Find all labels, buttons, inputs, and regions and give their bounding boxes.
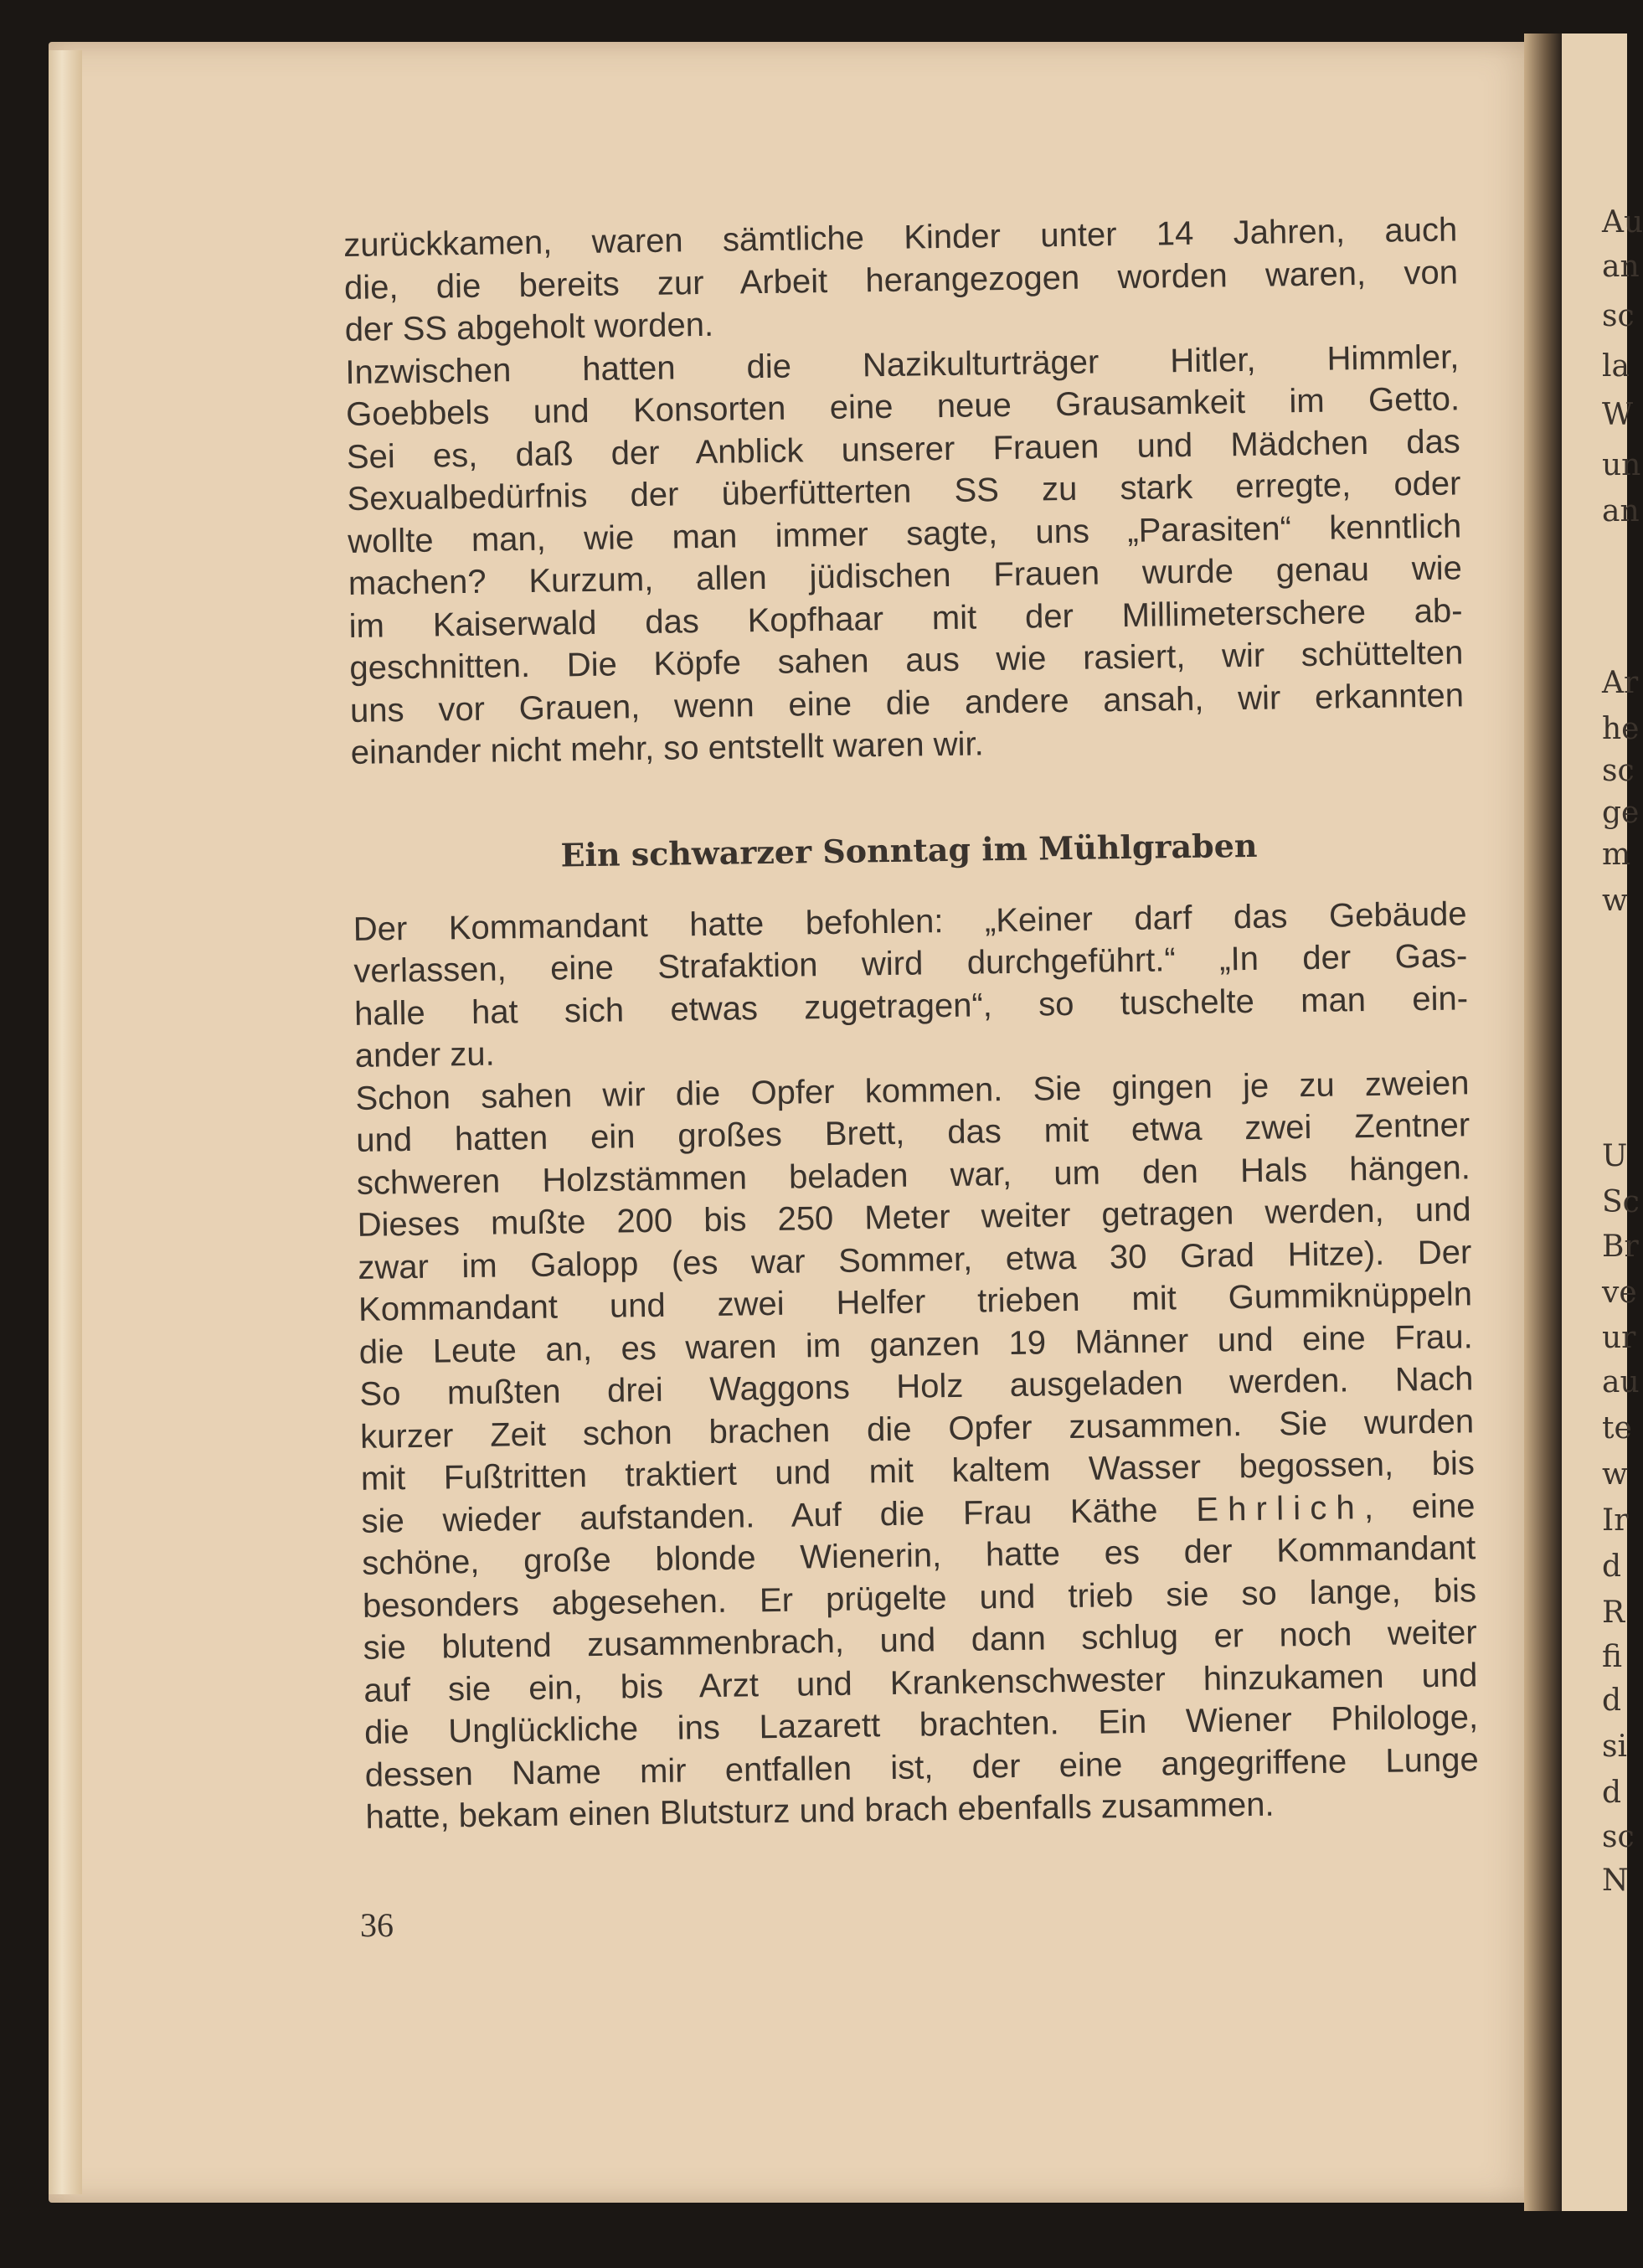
text-line: und hatten ein großes Brett, das mit etwa zwei Zentner: [355, 1106, 1470, 1159]
adjacent-page-fragment: he: [1602, 712, 1640, 746]
text-line: sie blutend zusammenbrach, und dann schlug er noch weiter: [363, 1614, 1477, 1667]
book-gutter: [1524, 34, 1562, 2211]
adjacent-page-fragment: ve: [1602, 1276, 1637, 1310]
text-line: der SS abgeholt worden.: [344, 306, 714, 348]
text-line: Kommandant und zwei Helfer trieben mit Gummiknüppeln: [358, 1276, 1473, 1328]
text-line: hatte, bekam einen Blutsturz und brach ebenfalls zusammen.: [365, 1786, 1275, 1836]
text-line: So mußten drei Waggons Holz ausgeladen werden. Nach: [359, 1360, 1474, 1413]
text-line: schöne, große blonde Wienerin, hatte es der Kommandant: [362, 1529, 1476, 1582]
adjacent-page-fragment: un: [1602, 448, 1641, 482]
adjacent-page: [1562, 34, 1643, 2211]
paragraph: [353, 893, 1469, 1078]
text-line: Sexualbedürfnis der überfütterten SS zu stark erregte, oder: [347, 465, 1461, 518]
text-line: Der Kommandant hatte befohlen: „Keiner darf das Gebäude: [353, 894, 1467, 948]
adjacent-page-fragment: U: [1602, 1139, 1628, 1173]
text-line: dessen Name mir entfallen ist, der eine angegriffene Lunge: [364, 1740, 1480, 1794]
page-text: [343, 209, 1480, 1838]
adjacent-page-fragment: Sc: [1602, 1185, 1640, 1219]
adjacent-page-fragment: d: [1602, 1549, 1622, 1584]
adjacent-page-fragment: Au: [1602, 205, 1643, 240]
text-line: ander zu.: [354, 1035, 495, 1075]
adjacent-page-fragment: N: [1602, 1863, 1629, 1898]
adjacent-page-fragment: w: [1602, 1457, 1628, 1492]
paragraph: [345, 336, 1465, 775]
text-segment: , eine: [1363, 1487, 1476, 1526]
adjacent-page-fragment: au: [1602, 1365, 1640, 1399]
text-line: geschnitten. Die Köpfe sahen aus wie rasiert, wir schüttelten: [349, 634, 1464, 687]
adjacent-page-fragment: m: [1602, 838, 1631, 872]
text-line: Inzwischen hatten die Nazikulturträger Hitler, Himmler,: [345, 338, 1460, 391]
text-line: zwar im Galopp (es war Sommer, etwa 30 Grad Hitze). Der: [358, 1233, 1472, 1286]
text-line: die Leute an, es waren im ganzen 19 Männer und eine Frau.: [358, 1317, 1473, 1371]
adjacent-page-fragment: sc: [1602, 299, 1635, 333]
text-line: im Kaiserwald das Kopfhaar mit der Millimeterschere ab-: [348, 591, 1463, 645]
text-line: machen? Kurzum, allen jüdischen Frauen wurde genau wie: [348, 549, 1463, 602]
text-line: mit Fußtritten traktiert und mit kaltem Wasser begossen, bis: [360, 1445, 1476, 1497]
adjacent-page-fragment: an: [1602, 250, 1640, 284]
text-segment: sie wieder aufstanden. Auf die Frau Käthe: [361, 1491, 1197, 1540]
text-line: Schon sahen wir die Opfer kommen. Sie gingen je zu zweien: [355, 1064, 1470, 1117]
text-line: halle hat sich etwas zugetragen“, so tuschelte man ein-: [353, 979, 1469, 1033]
adjacent-page-fragment: la: [1602, 349, 1630, 384]
adjacent-page-fragment: ur: [1602, 1321, 1636, 1355]
spaced-name: Ehrlich: [1195, 1488, 1365, 1528]
text-line: einander nicht mehr, so entstellt waren wir.: [350, 725, 984, 771]
adjacent-page-fragment: w: [1602, 884, 1628, 918]
adjacent-page-fragment: si: [1602, 1729, 1627, 1764]
adjacent-page-fragment: Ir: [1602, 1503, 1629, 1538]
text-line: schweren Holzstämmen beladen war, um den Hals hängen.: [356, 1148, 1471, 1202]
text-line: wollte man, wie man immer sagte, uns „Parasiten“ kenntlich: [347, 507, 1462, 560]
text-line: Goebbels und Konsorten eine neue Grausamkeit im Getto.: [345, 380, 1460, 433]
adjacent-page-fragment: an: [1602, 494, 1640, 528]
adjacent-page-fragment: Br: [1602, 1229, 1639, 1264]
adjacent-page-fragment: R: [1602, 1595, 1625, 1630]
text-line: besonders abgesehen. Er prügelte und trieb sie so lange, bis: [362, 1571, 1477, 1625]
adjacent-page-fragment: fi: [1602, 1640, 1623, 1674]
adjacent-page-fragment: d: [1602, 1683, 1622, 1718]
adjacent-page-fragment: Ar: [1602, 666, 1639, 700]
text-line: uns vor Grauen, wenn eine die andere ansah, wir erkannten: [349, 676, 1465, 729]
adjacent-page-fragment: te: [1602, 1411, 1632, 1446]
text-line: Dieses mußte 200 bis 250 Meter weiter getragen werden, und: [357, 1191, 1471, 1244]
paragraph: [343, 209, 1459, 351]
text-line: kurzer Zeit schon brachen die Opfer zusammen. Sie wurden: [359, 1402, 1475, 1456]
adjacent-page-fragment: ge: [1602, 796, 1640, 830]
text-line: zurückkamen, waren sämtliche Kinder unter 14 Jahren, auch: [343, 211, 1458, 264]
text-line: die, die bereits zur Arbeit herangezogen worden waren, von: [343, 253, 1459, 307]
section-heading: Ein schwarzer Sonntag im Mühlgraben: [560, 826, 1258, 874]
adjacent-page-fragment: d: [1602, 1776, 1622, 1810]
text-line: Sei es, daß der Anblick unserer Frauen und Mädchen das: [346, 422, 1461, 476]
page-edge: [49, 50, 82, 2194]
text-line: die Unglückliche ins Lazarett brachten. Ein Wiener Philologe,: [363, 1698, 1479, 1751]
paragraph: [355, 1062, 1480, 1838]
text-line: verlassen, eine Strafaktion wird durchgeführt.“ „In der Gas-: [353, 937, 1468, 990]
adjacent-page-fragment: W: [1602, 398, 1634, 432]
adjacent-page-fragment: sc: [1602, 1820, 1635, 1854]
text-line: auf sie ein, bis Arzt und Krankenschwester hinzukamen und: [363, 1656, 1478, 1709]
page-number: 36: [360, 1906, 394, 1944]
adjacent-page-fragment: sc: [1602, 754, 1635, 788]
